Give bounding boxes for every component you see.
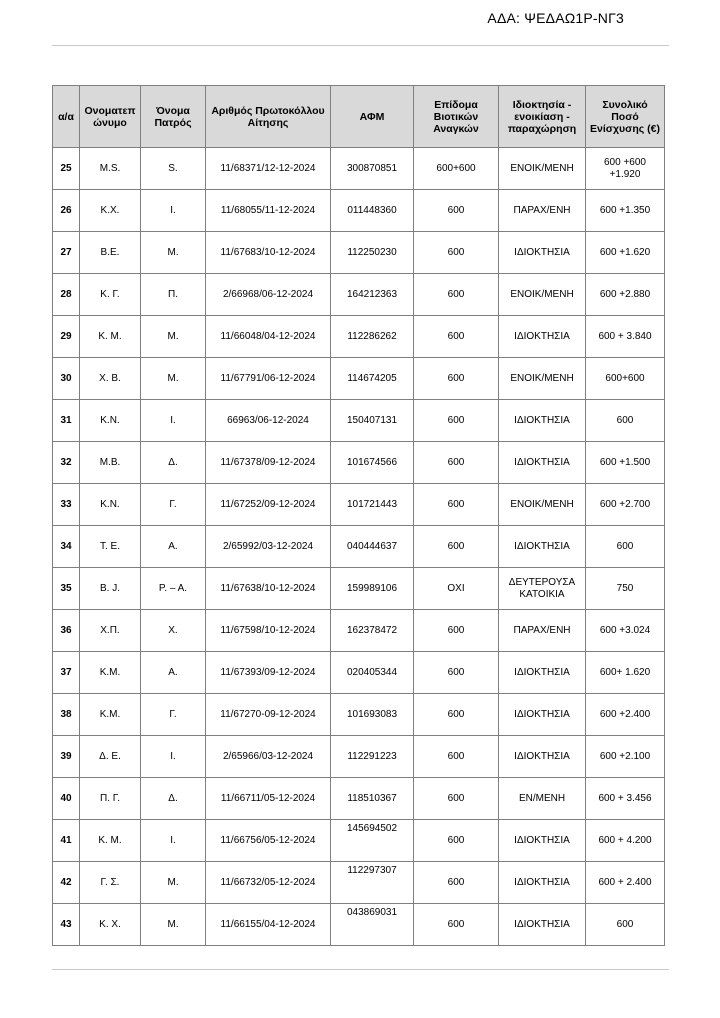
ownership-status-cell: ΙΔΙΟΚΤΗΣΙΑ — [499, 736, 586, 778]
column-header: ΑΦΜ — [331, 86, 414, 148]
living-allowance-cell: 600 — [414, 400, 499, 442]
total-amount-cell: 600 + 3.840 — [586, 316, 665, 358]
total-amount-cell: 600 +3.024 — [586, 610, 665, 652]
father-name-cell: Α. — [141, 526, 206, 568]
name-initials-cell: M.S. — [80, 148, 141, 190]
row-number-cell: 38 — [53, 694, 80, 736]
protocol-number-cell: 11/67252/09-12-2024 — [206, 484, 331, 526]
protocol-number-cell: 11/67683/10-12-2024 — [206, 232, 331, 274]
ownership-status-cell: ΕΝ/ΜΕΝΗ — [499, 778, 586, 820]
total-amount-cell: 600 +2.700 — [586, 484, 665, 526]
father-name-cell: Μ. — [141, 904, 206, 946]
tax-id-cell: 164212363 — [331, 274, 414, 316]
row-number-cell: 25 — [53, 148, 80, 190]
beneficiaries-table — [52, 85, 665, 946]
row-number-cell: 28 — [53, 274, 80, 316]
tax-id-cell: 145694502 — [331, 820, 414, 862]
living-allowance-cell: 600 — [414, 652, 499, 694]
tax-id-cell: 150407131 — [331, 400, 414, 442]
father-name-cell: Α. — [141, 652, 206, 694]
protocol-number-cell: 11/66756/05-12-2024 — [206, 820, 331, 862]
father-name-cell: Χ. — [141, 610, 206, 652]
tax-id-cell: 112286262 — [331, 316, 414, 358]
protocol-number-cell: 11/68055/11-12-2024 — [206, 190, 331, 232]
total-amount-cell: 600 +2.400 — [586, 694, 665, 736]
table-row — [53, 358, 665, 400]
protocol-number-cell: 11/67638/10-12-2024 — [206, 568, 331, 610]
living-allowance-cell: 600 — [414, 778, 499, 820]
father-name-cell: Ι. — [141, 400, 206, 442]
father-name-cell: Δ. — [141, 442, 206, 484]
row-number-cell: 34 — [53, 526, 80, 568]
table-row — [53, 736, 665, 778]
living-allowance-cell: 600 — [414, 274, 499, 316]
ownership-status-cell: ΔΕΥΤΕΡΟΥΣΑ ΚΑΤΟΙΚΙΑ — [499, 568, 586, 610]
column-header: Ιδιοκτησία - ενοικίαση - παραχώρηση — [499, 86, 586, 148]
name-initials-cell: Κ. Μ. — [80, 316, 141, 358]
total-amount-cell: 600 +2.100 — [586, 736, 665, 778]
tax-id-cell: 159989106 — [331, 568, 414, 610]
total-amount-cell: 750 — [586, 568, 665, 610]
table-row — [53, 148, 665, 190]
name-initials-cell: Κ. Γ. — [80, 274, 141, 316]
table-row — [53, 484, 665, 526]
table-row — [53, 820, 665, 862]
row-number-cell: 35 — [53, 568, 80, 610]
ownership-status-cell: ΙΔΙΟΚΤΗΣΙΑ — [499, 526, 586, 568]
father-name-cell: Ι. — [141, 190, 206, 232]
total-amount-cell: 600 +1.350 — [586, 190, 665, 232]
table-row — [53, 400, 665, 442]
tax-id-cell: 101721443 — [331, 484, 414, 526]
row-number-cell: 42 — [53, 862, 80, 904]
row-number-cell: 36 — [53, 610, 80, 652]
father-name-cell: Μ. — [141, 862, 206, 904]
ownership-status-cell: ΙΔΙΟΚΤΗΣΙΑ — [499, 862, 586, 904]
row-number-cell: 27 — [53, 232, 80, 274]
father-name-cell: Μ. — [141, 316, 206, 358]
protocol-number-cell: 11/67791/06-12-2024 — [206, 358, 331, 400]
father-name-cell: Π. — [141, 274, 206, 316]
column-header: Συνολικό Ποσό Ενίσχυσης (€) — [586, 86, 665, 148]
living-allowance-cell: 600 — [414, 232, 499, 274]
ownership-status-cell: ΠΑΡΑΧ/ΕΝΗ — [499, 190, 586, 232]
living-allowance-cell: 600 — [414, 694, 499, 736]
table-row — [53, 778, 665, 820]
name-initials-cell: Μ.Β. — [80, 442, 141, 484]
total-amount-cell: 600 +1.620 — [586, 232, 665, 274]
living-allowance-cell: 600 — [414, 610, 499, 652]
table-row — [53, 232, 665, 274]
table-row — [53, 904, 665, 946]
tax-id-cell: 043869031 — [331, 904, 414, 946]
protocol-number-cell: 11/66048/04-12-2024 — [206, 316, 331, 358]
living-allowance-cell: 600 — [414, 190, 499, 232]
tax-id-cell: 101693083 — [331, 694, 414, 736]
table-row — [53, 610, 665, 652]
father-name-cell: Μ. — [141, 358, 206, 400]
ownership-status-cell: ΙΔΙΟΚΤΗΣΙΑ — [499, 820, 586, 862]
total-amount-cell: 600 +2.880 — [586, 274, 665, 316]
name-initials-cell: Π. Γ. — [80, 778, 141, 820]
table-row — [53, 190, 665, 232]
name-initials-cell: Δ. Ε. — [80, 736, 141, 778]
tax-id-cell: 040444637 — [331, 526, 414, 568]
total-amount-cell: 600+600 — [586, 358, 665, 400]
living-allowance-cell: 600 — [414, 736, 499, 778]
protocol-number-cell: 11/66155/04-12-2024 — [206, 904, 331, 946]
name-initials-cell: Χ.Π. — [80, 610, 141, 652]
tax-id-cell: 112297307 — [331, 862, 414, 904]
row-number-cell: 32 — [53, 442, 80, 484]
tax-id-cell: 162378472 — [331, 610, 414, 652]
ownership-status-cell: ΙΔΙΟΚΤΗΣΙΑ — [499, 652, 586, 694]
row-number-cell: 39 — [53, 736, 80, 778]
table-row — [53, 442, 665, 484]
protocol-number-cell: 11/68371/12-12-2024 — [206, 148, 331, 190]
name-initials-cell: Β.Ε. — [80, 232, 141, 274]
living-allowance-cell: 600 — [414, 484, 499, 526]
name-initials-cell: Κ. Χ. — [80, 904, 141, 946]
name-initials-cell: Κ.Ν. — [80, 484, 141, 526]
row-number-cell: 31 — [53, 400, 80, 442]
name-initials-cell: Β. J. — [80, 568, 141, 610]
ownership-status-cell: ΙΔΙΟΚΤΗΣΙΑ — [499, 442, 586, 484]
protocol-number-cell: 11/66732/05-12-2024 — [206, 862, 331, 904]
total-amount-cell: 600 + 4.200 — [586, 820, 665, 862]
total-amount-cell: 600 — [586, 904, 665, 946]
living-allowance-cell: 600 — [414, 862, 499, 904]
column-header: Ονοματεπ ώνυμο — [80, 86, 141, 148]
name-initials-cell: Κ.Μ. — [80, 652, 141, 694]
row-number-cell: 33 — [53, 484, 80, 526]
ownership-status-cell: ΕΝΟΙΚ/ΜΕΝΗ — [499, 274, 586, 316]
living-allowance-cell: 600 — [414, 442, 499, 484]
living-allowance-cell: ΟΧΙ — [414, 568, 499, 610]
living-allowance-cell: 600+600 — [414, 148, 499, 190]
total-amount-cell: 600 — [586, 400, 665, 442]
row-number-cell: 43 — [53, 904, 80, 946]
ownership-status-cell: ΕΝΟΙΚ/ΜΕΝΗ — [499, 358, 586, 400]
protocol-number-cell: 2/66968/06-12-2024 — [206, 274, 331, 316]
total-amount-cell: 600 + 3.456 — [586, 778, 665, 820]
table-row — [53, 694, 665, 736]
ownership-status-cell: ΙΔΙΟΚΤΗΣΙΑ — [499, 232, 586, 274]
tax-id-cell: 118510367 — [331, 778, 414, 820]
father-name-cell: Μ. — [141, 232, 206, 274]
ownership-status-cell: ΠΑΡΑΧ/ΕΝΗ — [499, 610, 586, 652]
total-amount-cell: 600 +1.500 — [586, 442, 665, 484]
father-name-cell: Ι. — [141, 736, 206, 778]
tax-id-cell: 300870851 — [331, 148, 414, 190]
total-amount-cell: 600+ 1.620 — [586, 652, 665, 694]
table-row — [53, 862, 665, 904]
protocol-number-cell: 11/66711/05-12-2024 — [206, 778, 331, 820]
column-header: Όνομα Πατρός — [141, 86, 206, 148]
tax-id-cell: 020405344 — [331, 652, 414, 694]
father-name-cell: Ι. — [141, 820, 206, 862]
protocol-number-cell: 66963/06-12-2024 — [206, 400, 331, 442]
living-allowance-cell: 600 — [414, 316, 499, 358]
table-row — [53, 316, 665, 358]
total-amount-cell: 600 + 2.400 — [586, 862, 665, 904]
row-number-cell: 26 — [53, 190, 80, 232]
row-number-cell: 37 — [53, 652, 80, 694]
tax-id-cell: 101674566 — [331, 442, 414, 484]
father-name-cell: Δ. — [141, 778, 206, 820]
protocol-number-cell: 11/67598/10-12-2024 — [206, 610, 331, 652]
table-row — [53, 526, 665, 568]
protocol-number-cell: 11/67393/09-12-2024 — [206, 652, 331, 694]
tax-id-cell: 011448360 — [331, 190, 414, 232]
table-row — [53, 274, 665, 316]
ownership-status-cell: ΙΔΙΟΚΤΗΣΙΑ — [499, 694, 586, 736]
name-initials-cell: Κ.Χ. — [80, 190, 141, 232]
row-number-cell: 29 — [53, 316, 80, 358]
name-initials-cell: Κ. Μ. — [80, 820, 141, 862]
father-name-cell: Ρ. – Α. — [141, 568, 206, 610]
protocol-number-cell: 2/65966/03-12-2024 — [206, 736, 331, 778]
name-initials-cell: Κ.Ν. — [80, 400, 141, 442]
protocol-number-cell: 2/65992/03-12-2024 — [206, 526, 331, 568]
father-name-cell: S. — [141, 148, 206, 190]
name-initials-cell: Χ. Β. — [80, 358, 141, 400]
ada-code: ΑΔΑ: ΨΕΔΑΩ1Ρ-ΝΓ3 — [487, 10, 624, 26]
column-header: α/α — [53, 86, 80, 148]
ownership-status-cell: ΙΔΙΟΚΤΗΣΙΑ — [499, 904, 586, 946]
total-amount-cell: 600 — [586, 526, 665, 568]
row-number-cell: 40 — [53, 778, 80, 820]
column-header: Επίδομα Βιοτικών Αναγκών — [414, 86, 499, 148]
header-divider — [52, 45, 669, 46]
tax-id-cell: 112250230 — [331, 232, 414, 274]
protocol-number-cell: 11/67378/09-12-2024 — [206, 442, 331, 484]
name-initials-cell: Τ. Ε. — [80, 526, 141, 568]
protocol-number-cell: 11/67270-09-12-2024 — [206, 694, 331, 736]
living-allowance-cell: 600 — [414, 904, 499, 946]
father-name-cell: Γ. — [141, 694, 206, 736]
living-allowance-cell: 600 — [414, 358, 499, 400]
table-row — [53, 568, 665, 610]
name-initials-cell: Γ. Σ. — [80, 862, 141, 904]
father-name-cell: Γ. — [141, 484, 206, 526]
ownership-status-cell: ΙΔΙΟΚΤΗΣΙΑ — [499, 316, 586, 358]
tax-id-cell: 112291223 — [331, 736, 414, 778]
total-amount-cell: 600 +600 +1.920 — [586, 148, 665, 190]
tax-id-cell: 114674205 — [331, 358, 414, 400]
row-number-cell: 30 — [53, 358, 80, 400]
footer-divider — [52, 969, 669, 970]
ownership-status-cell: ΕΝΟΙΚ/ΜΕΝΗ — [499, 484, 586, 526]
table-row — [53, 652, 665, 694]
row-number-cell: 41 — [53, 820, 80, 862]
column-header: Αριθμός Πρωτοκόλλου Αίτησης — [206, 86, 331, 148]
living-allowance-cell: 600 — [414, 820, 499, 862]
living-allowance-cell: 600 — [414, 526, 499, 568]
name-initials-cell: Κ.Μ. — [80, 694, 141, 736]
ownership-status-cell: ΕΝΟΙΚ/ΜΕΝΗ — [499, 148, 586, 190]
table-header-row — [53, 86, 665, 148]
ownership-status-cell: ΙΔΙΟΚΤΗΣΙΑ — [499, 400, 586, 442]
